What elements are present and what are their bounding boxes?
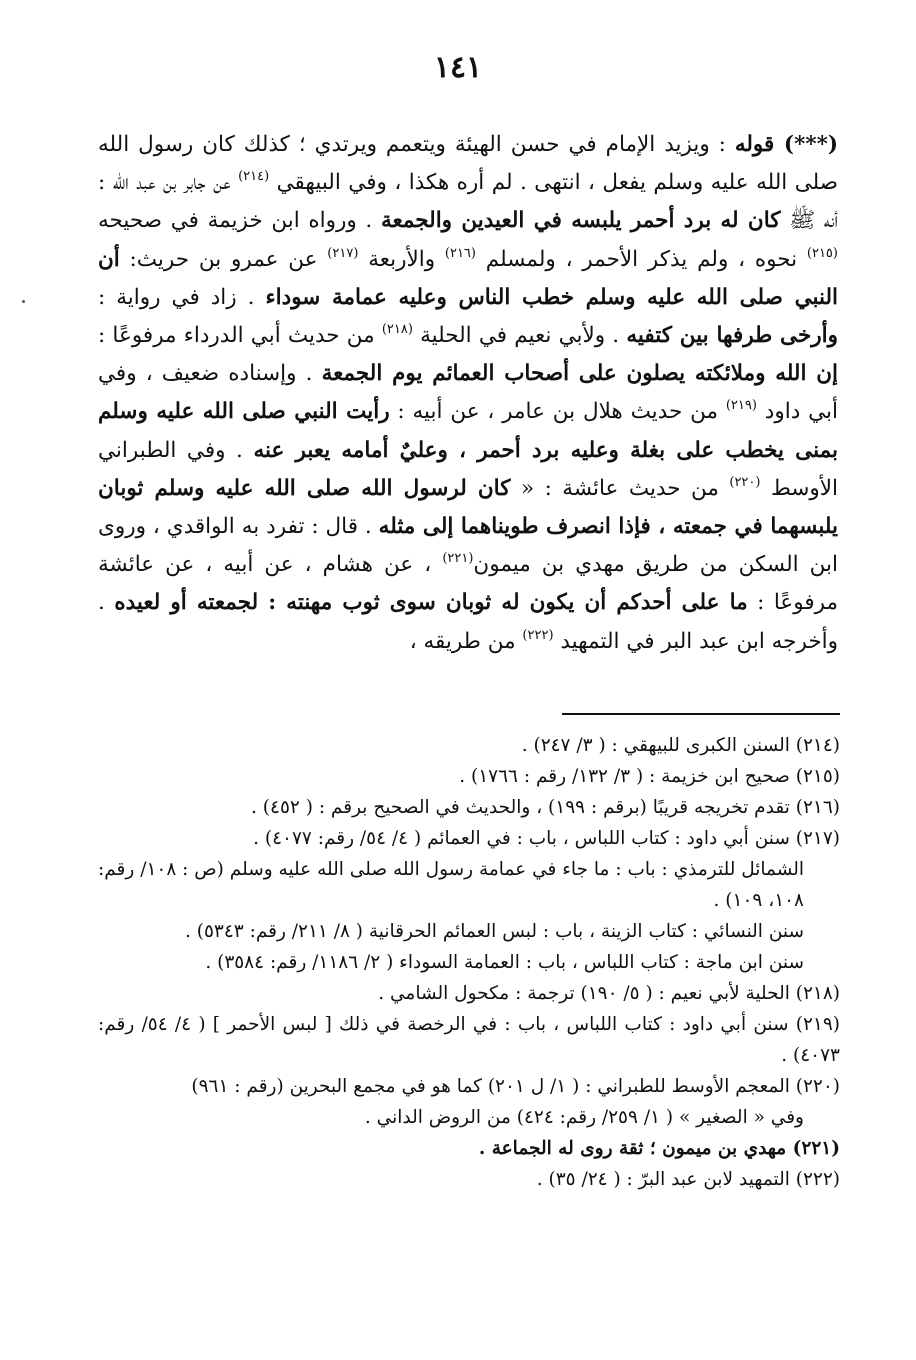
text-segment: من طريقه ، [409,628,523,654]
footnote-218: (٢١٨) الحلية لأبي نعيم : ( ٥/ ١٩٠) ترجمة : مكحول الشامي . [378,983,840,1004]
footnote-217-nasai: سنن النسائي : كتاب الزينة ، باب : لبس العمائم الحرقانية ( ٨/ ٢١١/ رقم: ٥٣٤٣) . [184,921,804,942]
hadith-quote: وأرخى طرفها بين كتفيه [626,323,838,349]
text-segment: من حديث أبي الدرداء مرفوعًا : [98,323,382,349]
footnote-217: (٢١٧) سنن أبي داود : كتاب اللباس ، باب : في العمائم ( ٤/ ٥٤/ رقم: ٤٠٧٧) . [253,828,840,849]
text-segment: . وإسناده ضعيف ، وفي أبي داود [98,361,838,425]
footnote-219: (٢١٩) سنن أبي داود : كتاب اللباس ، باب : في الرخصة في ذلك [ لبس الأحمر ] ( ٤/ ٥٤/ رقم: ٤٠٧٣) . [98,1014,840,1066]
footnote-215: (٢١٥) صحيح ابن خزيمة : ( ٣/ ١٣٢/ رقم : ١٧٦٦) . [459,766,840,787]
commentary-marker: (***) قوله [734,132,838,157]
hadith-quote: كان لرسول الله صلى الله عليه وسلم ثوبان يلبسهما في جمعته ، فإذا انصرف طويناهما إلى مثله [98,475,838,540]
footnote-ref-222: (٢٢٢) [522,627,554,643]
footnote-217-ibn-majah: سنن ابن ماجة : كتاب اللباس ، باب : العمامة السوداء ( ٢/ ١١٨٦/ رقم: ٣٥٨٤) . [205,952,804,973]
text-segment: . وفي الطبراني الأوسط [98,437,839,501]
footnote-220-saghir: وفي « الصغير » ( ١/ ٢٥٩/ رقم: ٤٢٤) من الروض الداني . [364,1107,804,1128]
footnote-ref-221: (٢٢١) [442,551,474,567]
footnote-216: (٢١٦) تقدم تخريجه قريبًا (برقم : ١٩٩) ، والحديث في الصحيح برقم : ( ٤٥٢) . [251,797,840,818]
hadith-quote: أن النبي صلى الله عليه وسلم خطب الناس وعليه عمامة سوداء [98,246,838,310]
main-text [98,126,838,661]
text-segment: . وأخرجه ابن عبد البر في التمهيد [98,590,838,654]
footnote-222: (٢٢٢) التمهيد لابن عبد البرّ : ( ٢٤/ ٣٥) . [536,1169,840,1190]
text-segment: . زاد في رواية : [98,284,266,310]
text-segment: عن عمرو بن حريث: [119,246,328,272]
page-number: ١٤١ [433,50,483,85]
hadith-quote: إن الله وملائكته يصلون على أصحاب العمائم يوم الجمعة [321,361,838,387]
footnote-separator [562,713,840,715]
footnote-ref-216: (٢١٦) [444,245,476,261]
text-segment: . قال : تفرد به الواقدي ، وروى ابن السكن من طريق مهدي بن ميمون [98,514,838,578]
footnote-ref-214: (٢١٤) [238,169,270,185]
text-segment: والأربعة [358,246,445,272]
footnote-ref-219: (٢١٩) [725,398,757,414]
hadith-quote: ما على أحدكم أن يكون له ثوبان سوى ثوب مهنته : لجمعته أو لعيده [114,590,748,616]
text-segment: : ويزيد الإمام في حسن الهيئة ويتعمم ويرتدي ؛ كذلك كان رسول الله صلى الله عليه وسلم يفعل ، انتهى . لم أره هكذا ، وفي البيهقي [98,132,838,196]
footnote-221: (٢٢١) مهدي بن ميمون ؛ ثقة روى له الجماعة . [478,1138,840,1159]
margin-speck [22,300,25,303]
text-segment: ، عن هشام ، عن أبيه ، عن عائشة مرفوعًا : [98,552,838,616]
footnote-ref-215: (٢١٥) [806,245,838,261]
text-segment: من حديث عائشة : « [510,475,730,501]
footnote-217-shamail: الشمائل للترمذي : باب : ما جاء في عمامة رسول الله صلى الله عليه وسلم (ص : ١٠٨/ رقم: ١٠٨، ١٠٩) . [98,859,804,911]
hadith-quote: رأيت النبي صلى الله عليه وسلم بمنى يخطب على بغلة وعليه برد أحمر ، وعليٌ أمامه يعبر عنه [98,399,838,463]
footnote-220: (٢٢٠) المعجم الأوسط للطبراني : ( ١/ ل ٢٠١) كما هو في مجمع البحرين (رقم : ٩٦١) [191,1076,840,1097]
footnote-ref-220: (٢٢٠) [729,474,761,490]
footnotes [98,730,840,1195]
footnote-ref-217: (٢١٧) [327,245,359,261]
text-segment: . ولأبي نعيم في الحلية [412,323,627,349]
text-segment: من حديث هلال بن عامر ، عن أبيه : [389,399,726,425]
main-paragraph [98,126,838,661]
text-segment: نحوه ، ولم يذكر الأحمر ، ولمسلم [476,246,807,272]
footnote-214: (٢١٤) السنن الكبرى للبيهقي : ( ٣/ ٢٤٧) . [521,735,840,756]
hadith-quote: كان له برد أحمر يلبسه في العيدين والجمعة [380,208,781,234]
text-segment: . ورواه ابن خزيمة في صحيحه [98,208,381,234]
footnote-ref-218: (٢١٨) [381,322,413,338]
text-segment: عن جابر بن عبد الله : أنه ﷺ [98,170,838,234]
